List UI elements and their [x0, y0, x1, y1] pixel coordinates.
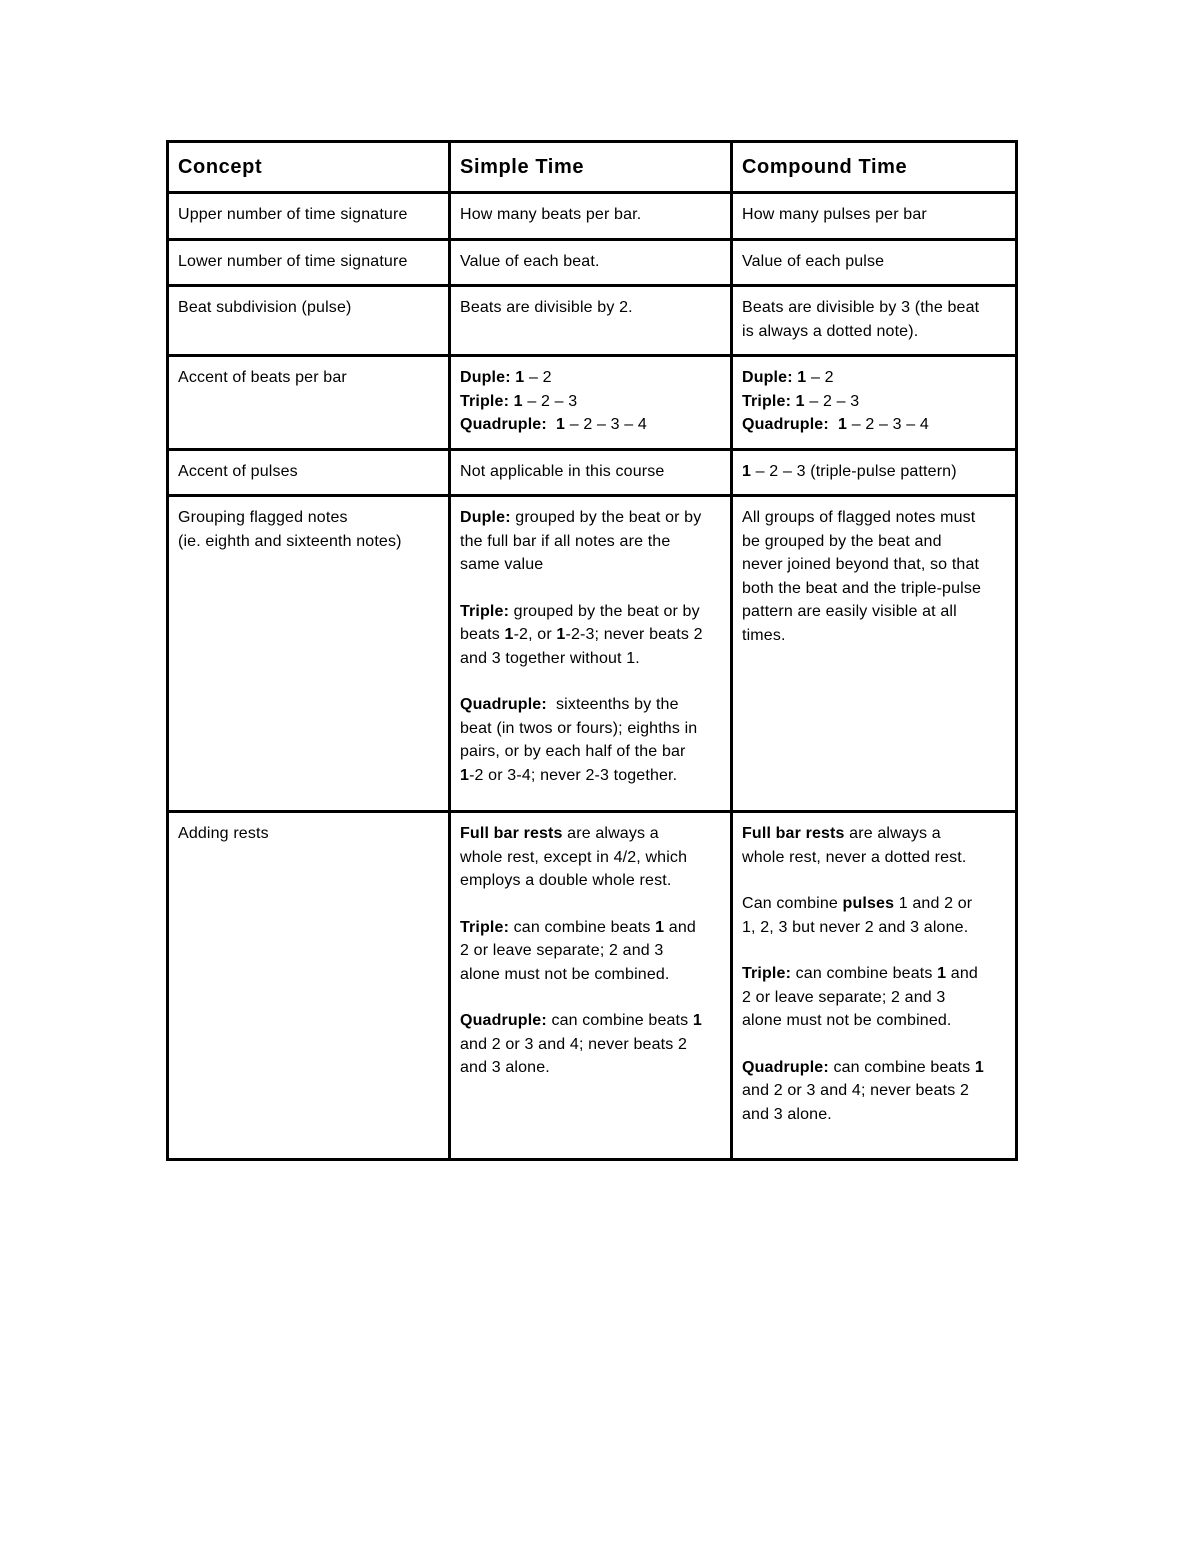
text: whole rest, never a dotted rest.	[742, 848, 967, 866]
cell-line	[460, 203, 720, 227]
bold-text: Quadruple:	[742, 416, 839, 433]
cell-concept	[168, 193, 450, 240]
cell-compound-time	[732, 193, 1017, 240]
bold-text: Quadruple:	[460, 1012, 547, 1029]
cell-compound-time	[732, 239, 1017, 286]
header-row	[168, 142, 1017, 193]
text: Value of each pulse	[742, 252, 885, 270]
text: – 2 – 3 (triple-pulse pattern)	[751, 462, 957, 480]
text: Beats are divisible by 3 (the beat	[742, 299, 980, 316]
bold-text: Duple:	[460, 369, 516, 386]
table-row	[168, 812, 1017, 1160]
text: -2-3; never beats 2	[565, 626, 703, 643]
cell-line	[742, 1056, 1005, 1080]
text: Beats are divisible by 2.	[460, 299, 633, 316]
cell-line	[742, 553, 1005, 577]
cell-line	[460, 366, 720, 390]
cell-line	[460, 390, 720, 414]
cell-paragraph	[460, 822, 720, 893]
text: pairs, or by each half of the bar	[460, 743, 686, 760]
concept-line: Upper number of time signature	[178, 206, 408, 223]
text: be grouped by the beat and	[742, 532, 942, 550]
text: – 2 – 3	[522, 392, 578, 410]
text: is always a dotted note).	[742, 322, 919, 340]
bold-text: 1	[795, 392, 805, 410]
text: can combine beats	[509, 918, 656, 936]
cell-paragraph	[460, 296, 720, 320]
text: and	[664, 918, 696, 936]
cell-paragraph	[742, 962, 1005, 1033]
cell-concept	[168, 496, 450, 812]
text: sixteenths by the	[546, 696, 679, 713]
cell-paragraph	[460, 506, 720, 577]
bold-text: 1	[556, 626, 566, 643]
bold-text: 1	[515, 369, 525, 386]
cell-line	[742, 460, 1005, 484]
text: -2 or 3-4; never 2-3 together.	[469, 766, 678, 784]
table-header	[168, 142, 1017, 193]
table-row	[168, 193, 1017, 240]
cell-paragraph	[742, 366, 1005, 437]
cell-paragraph	[742, 822, 1005, 869]
cell-line	[460, 250, 720, 274]
cell-paragraph	[742, 1056, 1005, 1127]
table-row	[168, 496, 1017, 812]
bold-text: pulses	[842, 895, 895, 912]
cell-concept	[168, 286, 450, 356]
text: – 2 – 3 – 4	[565, 416, 647, 433]
cell-paragraph	[460, 460, 720, 484]
text: How many beats per bar.	[460, 206, 642, 223]
bold-text: 1	[937, 965, 947, 982]
text: both the beat and the triple-pulse	[742, 579, 982, 597]
text: Can combine	[742, 895, 843, 912]
text: – 2 – 3	[804, 392, 860, 410]
bold-text: 1	[742, 462, 752, 480]
text: Value of each beat.	[460, 252, 600, 270]
text: 1, 2, 3 but never 2 and 3 alone.	[742, 918, 969, 936]
text: beat (in twos or fours); eighths in	[460, 719, 698, 737]
cell-line	[460, 647, 720, 671]
bold-text: Triple:	[742, 965, 792, 982]
cell-compound-time	[732, 449, 1017, 496]
text: beats	[460, 626, 505, 643]
table-row	[168, 239, 1017, 286]
text: All groups of flagged notes must	[742, 509, 976, 526]
text: never joined beyond that, so that	[742, 556, 980, 573]
bold-text: 1	[655, 918, 665, 936]
cell-paragraph	[742, 460, 1005, 484]
text: times.	[742, 626, 786, 644]
cell-concept	[168, 239, 450, 286]
cell-paragraph	[460, 250, 720, 274]
cell-line	[742, 320, 1005, 344]
cell-line	[460, 740, 720, 764]
text: How many pulses per bar	[742, 206, 927, 223]
bold-text: 1	[513, 392, 523, 410]
text: 2 or leave separate; 2 and 3	[460, 942, 664, 959]
cell-paragraph	[460, 1009, 720, 1080]
bold-text: Triple:	[460, 918, 510, 936]
cell-concept	[168, 356, 450, 450]
text: grouped by the beat or by	[510, 509, 702, 526]
bold-text: Quadruple:	[742, 1058, 829, 1076]
cell-line	[460, 963, 720, 987]
cell-line	[742, 1103, 1005, 1127]
cell-line	[460, 296, 720, 320]
cell-paragraph	[460, 203, 720, 227]
text: and 3 alone.	[742, 1105, 832, 1123]
text: same value	[460, 556, 544, 573]
text: pattern are easily visible at all	[742, 603, 957, 620]
text: and 2 or 3 and 4; never beats 2	[460, 1035, 688, 1053]
text: 1 and 2 or	[894, 895, 973, 912]
bold-text: Triple:	[742, 392, 796, 410]
text: the full bar if all notes are the	[460, 532, 671, 550]
bold-text: 1	[974, 1058, 984, 1076]
text: and 2 or 3 and 4; never beats 2	[742, 1082, 970, 1099]
text: – 2	[524, 369, 552, 386]
cell-line	[460, 600, 720, 624]
cell-line	[742, 203, 1005, 227]
text: can combine beats	[546, 1012, 693, 1029]
cell-line	[742, 916, 1005, 940]
bold-text: Triple:	[460, 392, 514, 410]
cell-line	[742, 530, 1005, 554]
cell-line	[742, 1009, 1005, 1033]
bold-text: Duple:	[460, 509, 511, 526]
concept-line: Grouping flagged notes	[178, 509, 348, 526]
table-row	[168, 286, 1017, 356]
cell-line	[460, 506, 720, 530]
text: – 2	[806, 369, 834, 386]
header-simple-time: Simple Time	[450, 142, 732, 193]
cell-simple-time	[450, 193, 732, 240]
bold-text: Duple:	[742, 369, 798, 386]
table-row	[168, 449, 1017, 496]
text: are always a	[844, 825, 941, 842]
text: Not applicable in this course	[460, 462, 665, 480]
text: alone must not be combined.	[460, 965, 670, 983]
cell-line	[460, 693, 720, 717]
cell-line	[742, 250, 1005, 274]
cell-line	[742, 1079, 1005, 1103]
text: -2, or	[513, 626, 557, 643]
text: and 3 alone.	[460, 1059, 550, 1076]
text: alone must not be combined.	[742, 1012, 952, 1029]
cell-line	[460, 869, 720, 893]
cell-line	[460, 822, 720, 846]
cell-compound-time	[732, 812, 1017, 1160]
table-row	[168, 356, 1017, 450]
bold-text: Triple:	[460, 602, 510, 620]
cell-line	[742, 624, 1005, 648]
cell-compound-time	[732, 356, 1017, 450]
cell-paragraph	[742, 203, 1005, 227]
text: employs a double whole rest.	[460, 872, 672, 889]
cell-line	[460, 553, 720, 577]
cell-line	[742, 846, 1005, 870]
concept-line: Beat subdivision (pulse)	[178, 299, 352, 316]
bold-text: 1	[797, 369, 807, 386]
text: can combine beats	[791, 965, 938, 982]
concept-line: Lower number of time signature	[178, 252, 408, 270]
cell-line	[742, 390, 1005, 414]
cell-concept	[168, 449, 450, 496]
cell-line	[460, 623, 720, 647]
cell-simple-time	[450, 496, 732, 812]
cell-simple-time	[450, 812, 732, 1160]
cell-line	[460, 1009, 720, 1033]
cell-paragraph	[460, 916, 720, 987]
cell-simple-time	[450, 239, 732, 286]
text: and 3 together without 1.	[460, 649, 640, 667]
bold-text: Full bar rests	[742, 825, 845, 842]
cell-line	[742, 822, 1005, 846]
cell-line	[460, 530, 720, 554]
table-body	[168, 193, 1017, 1160]
bold-text: 1	[556, 416, 566, 433]
cell-line	[460, 1056, 720, 1080]
cell-line	[742, 506, 1005, 530]
cell-line	[460, 1033, 720, 1057]
cell-line	[460, 939, 720, 963]
cell-concept	[168, 812, 450, 1160]
concept-line: (ie. eighth and sixteenth notes)	[178, 532, 402, 550]
text: – 2 – 3 – 4	[847, 416, 929, 433]
bold-text: Quadruple:	[460, 416, 557, 433]
text: can combine beats	[828, 1058, 975, 1076]
cell-line	[460, 460, 720, 484]
bold-text: 1	[460, 766, 470, 784]
cell-paragraph	[742, 506, 1005, 647]
cell-line	[742, 413, 1005, 437]
text: 2 or leave separate; 2 and 3	[742, 988, 946, 1006]
text: whole rest, except in 4/2, which	[460, 848, 688, 866]
text: and	[946, 965, 978, 982]
cell-line	[742, 962, 1005, 986]
bold-text: 1	[692, 1012, 702, 1029]
concept-line: Adding rests	[178, 825, 269, 842]
cell-compound-time	[732, 286, 1017, 356]
header-concept: Concept	[168, 142, 450, 193]
text: grouped by the beat or by	[509, 602, 700, 620]
cell-paragraph	[460, 366, 720, 437]
cell-simple-time	[450, 286, 732, 356]
cell-paragraph	[742, 296, 1005, 343]
concept-line: Accent of pulses	[178, 462, 298, 480]
cell-line	[460, 413, 720, 437]
bold-text: Full bar rests	[460, 825, 563, 842]
cell-line	[460, 916, 720, 940]
bold-text: 1	[838, 416, 848, 433]
cell-compound-time	[732, 496, 1017, 812]
cell-paragraph	[460, 693, 720, 787]
cell-paragraph	[460, 600, 720, 671]
time-signature-comparison-table	[166, 140, 1018, 1161]
cell-line	[742, 986, 1005, 1010]
cell-simple-time	[450, 356, 732, 450]
bold-text: 1	[504, 626, 514, 643]
cell-paragraph	[742, 250, 1005, 274]
concept-line: Accent of beats per bar	[178, 369, 347, 386]
text: are always a	[562, 825, 659, 842]
cell-line	[460, 764, 720, 788]
header-compound-time: Compound Time	[732, 142, 1017, 193]
cell-paragraph	[742, 892, 1005, 939]
cell-simple-time	[450, 449, 732, 496]
cell-line	[742, 296, 1005, 320]
bold-text: Quadruple:	[460, 696, 547, 713]
cell-line	[742, 366, 1005, 390]
cell-line	[742, 892, 1005, 916]
cell-line	[460, 717, 720, 741]
cell-line	[742, 577, 1005, 601]
cell-line	[460, 846, 720, 870]
cell-line	[742, 600, 1005, 624]
